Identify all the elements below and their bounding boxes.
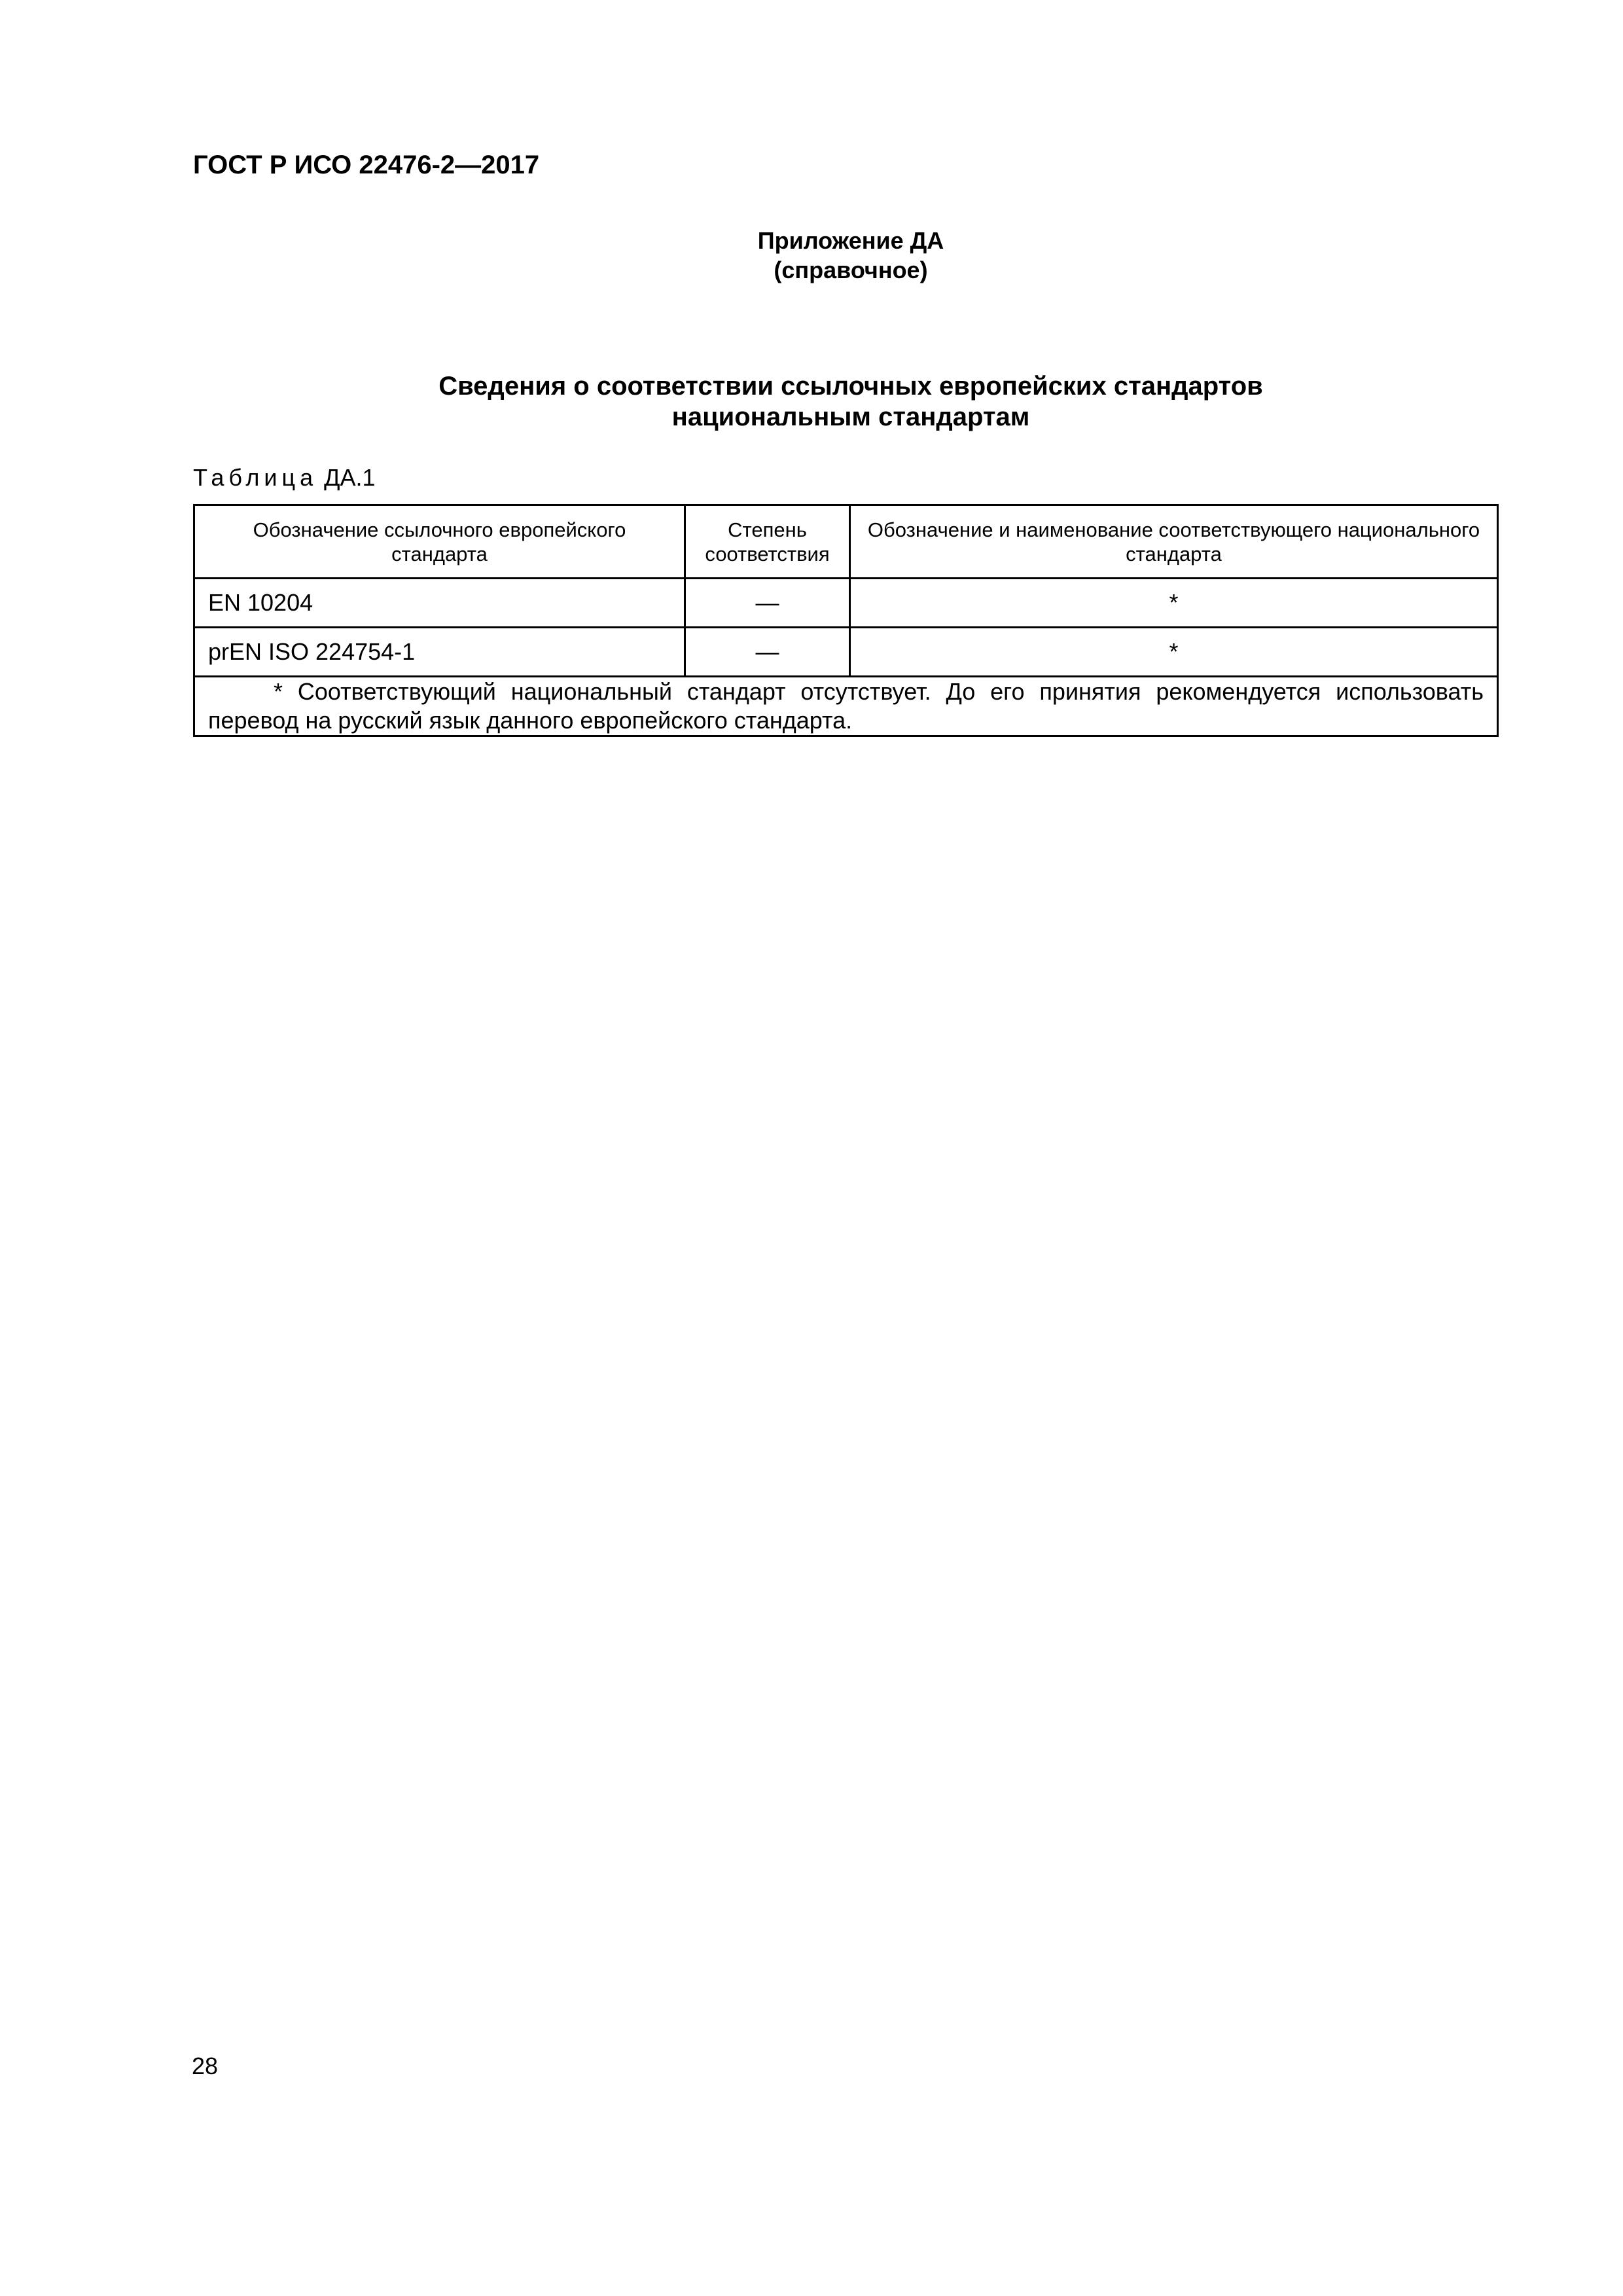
table-footnote-cell [194,677,1498,736]
cell-national-standard: * [850,579,1498,628]
column-header-european-standard: Обозначение ссылочного европейского стандарта [194,505,685,579]
table-footnote-row [194,677,1498,736]
appendix-heading [654,226,1047,285]
appendix-title: Приложение ДА [757,227,944,254]
cell-european-standard: prEN ISO 224754-1 [194,628,685,677]
section-title [196,371,1505,433]
table-row [194,579,1498,628]
cell-degree-of-conformity: — [685,628,850,677]
appendix-type: (справочное) [774,257,928,283]
column-header-national-standard: Обозначение и наименование соответствующего национального стандарта [850,505,1498,579]
cell-national-standard: * [850,628,1498,677]
document-code: ГОСТ Р ИСО 22476-2—2017 [193,151,540,179]
page-number: 28 [192,2053,219,2079]
table-caption [193,463,376,492]
correspondence-table [193,504,1499,737]
column-header-degree-of-conformity: Степень соответствия [685,505,850,579]
table-row [194,628,1498,677]
table-header-row [194,505,1498,579]
cell-degree-of-conformity: — [685,579,850,628]
cell-european-standard: EN 10204 [194,579,685,628]
section-title-line-1: Сведения о соответствии ссылочных европейских стандартов [438,372,1263,401]
section-title-line-2: национальным стандартам [671,403,1030,431]
table-caption-word: Таблица [193,464,318,491]
table-caption-number: ДА.1 [324,464,376,491]
table-footnote: * Соответствующий национальный стандарт отсутствует. До его принятия рекомендуется использовать перевод на русский язык данного европейского стандарта. [208,678,1484,734]
